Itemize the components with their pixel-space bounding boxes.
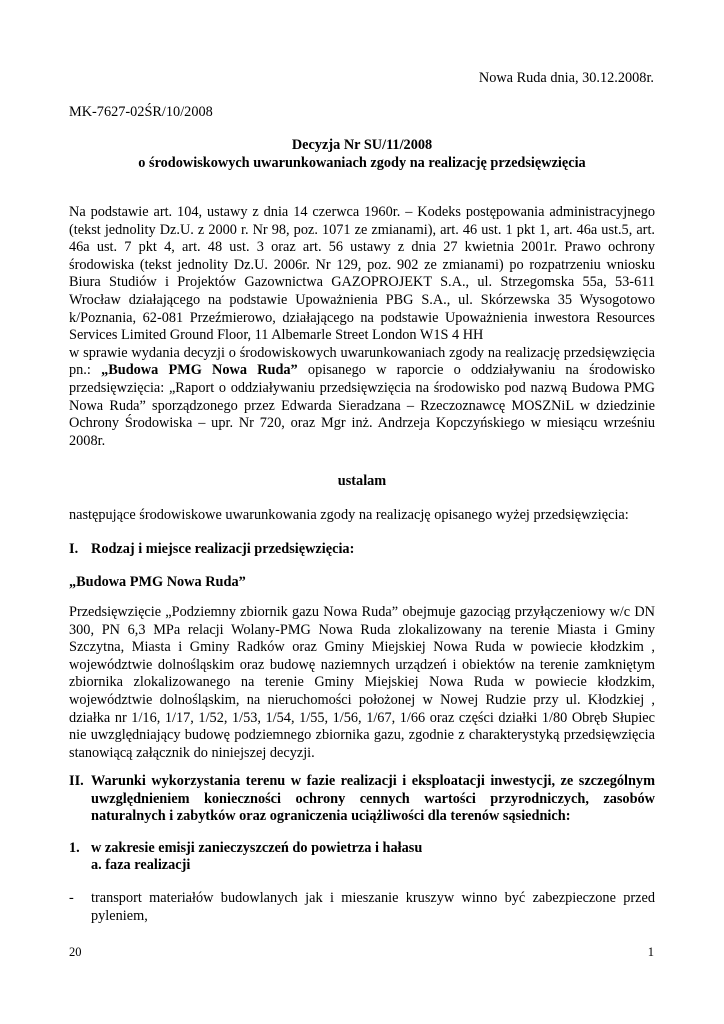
section-1-heading (69, 541, 655, 559)
bullet-dash: - (69, 890, 74, 906)
determine-intro: następujące środowiskowe uwarunkowania zgody na realizację opisanego wyżej przedsięwzięcia: (69, 507, 629, 523)
determine-heading: ustalam (337, 473, 387, 489)
page-number: 1 (647, 945, 654, 959)
decision-title (69, 137, 655, 172)
project-name-heading: „Budowa PMG Nowa Ruda” (69, 574, 246, 590)
section-2-number: II. (69, 773, 84, 789)
section-1-title: Rodzaj i miejsce realizacji przedsięwzięcia: (91, 541, 355, 557)
subsection-1-title: w zakresie emisji zanieczyszczeń do powietrza i hałasu (91, 840, 423, 856)
project-name-inline: „Budowa PMG Nowa Ruda” (101, 362, 298, 379)
subsection-1-number: 1. (69, 840, 80, 856)
legal-basis-paragraph (69, 204, 655, 450)
decision-subject: o środowiskowych uwarunkowaniach zgody na realizację przedsięwzięcia (138, 154, 586, 171)
project-description: Przedsięwzięcie „Podziemny zbiornik gazu Nowa Ruda” obejmuje gazociąg przyłączeniowy w/c DN 300, PN 6,3 MPa relacji Wolany-PMG Nowa Ruda zlokalizowany na terenie Miasta i Gminy Szczytna, Miasta i Gminy Radków oraz Gminy Miejskiej Nowa Ruda w powiecie kłodzkim , województwie dolnośląskim oraz budowę naziemnych urządzeń i obiektów na terenie zamkniętym zbiornika zlokalizowanego na terenie Gminy Miejskiej Nowa Ruda w powiecie kłodzkim, województwie dolnośląskim, na nieruchomości położonej w Nowej Rudzie przy ul. Kłodzkiej , działka nr 1/16, 1/17, 1/52, 1/53, 1/54, 1/55, 1/56, 1/67, 1/66 oraz części działki 1/80 Obręb Słupiec nie uwzględniający budowę podziemnego zbiornika gazu, zgodnie z charakterystyką przedsięwzięcia stanowiącą załącznik do niniejszej decyzji. (69, 604, 655, 761)
section-1-number: I. (69, 541, 79, 557)
matter-paragraph (69, 345, 655, 451)
section-2-title: Warunki wykorzystania terenu w fazie realizacji i eksploatacji inwestycji, ze szczególnym uwzględnieniem konieczności ochrony cennych wartości przyrodniczych, zasobów naturalnych i zabytków oraz ograniczenia uciążliwości dla terenów sąsiednich: (91, 773, 655, 825)
footer-left-number: 20 (69, 945, 82, 959)
case-number: MK-7627-02ŚR/10/2008 (69, 104, 213, 120)
section-2-heading (69, 773, 655, 826)
subsection-1-heading (69, 840, 422, 858)
list-item (69, 890, 655, 925)
legal-basis-text: Na podstawie art. 104, ustawy z dnia 14 czerwca 1960r. – Kodeks postępowania administracyjnego (tekst jednolity Dz.U. z 2000 r. Nr 98, poz. 1071 ze zmianami), art. 46 ust. 1 pkt 1, art. 46a ust.5, art. 46a ust. 7 pkt 4, art. 48 ust. 3 oraz art. 56 ustawy z dnia 27 kwietnia 2001r. Prawo ochrony środowiska (tekst jednolity Dz.U. 2006r. Nr 129, poz. 902 ze zmianami) po rozpatrzeniu wniosku Biura Studiów i Projektów Gazownictwa GAZOPROJEKT S.A., ul. Strzegomska 55a, 53-611 Wrocław działającego na podstawie Upoważnienia PBG S.A., ul. Skórzewska 35 Wysogotowo k/Poznania, 62-081 Przeźmierowo, działającego na podstawie Upoważnienia inwestora Resources Services Limited Ground Floor, 11 Albemarle Street London W1S 4 HH (69, 204, 655, 344)
matter-text-start: w sprawie wydania decyzji o środowiskowych uwarunkowaniach zgody na realizację przedsięwzięcia pn.: (69, 344, 655, 379)
subsection-1a-heading: a. faza realizacji (91, 857, 191, 873)
place-and-date: Nowa Ruda dnia, 30.12.2008r. (478, 70, 654, 86)
matter-text-end: opisanego w raporcie o oddziaływaniu na środowisko przedsięwzięcia: „Raport o oddziaływaniu przedsięwzięcia na środowisko pod nazwą Budowa PMG Nowa Ruda” sporządzonego przez Edwarda Sieradzana – Rzeczoznawcę MOSZNiL w dziedzinie Ochrony Środowiska – upr. Nr 720, oraz Mgr inż. Andrzeja Kopczyńskiego w miesiącu wrześniu 2008r. (69, 362, 656, 449)
list-item-text: transport materiałów budowlanych jak i mieszanie kruszyw winno być zabezpieczone przed pyleniem, (91, 890, 655, 924)
decision-number: Decyzja Nr SU/11/2008 (291, 137, 433, 153)
